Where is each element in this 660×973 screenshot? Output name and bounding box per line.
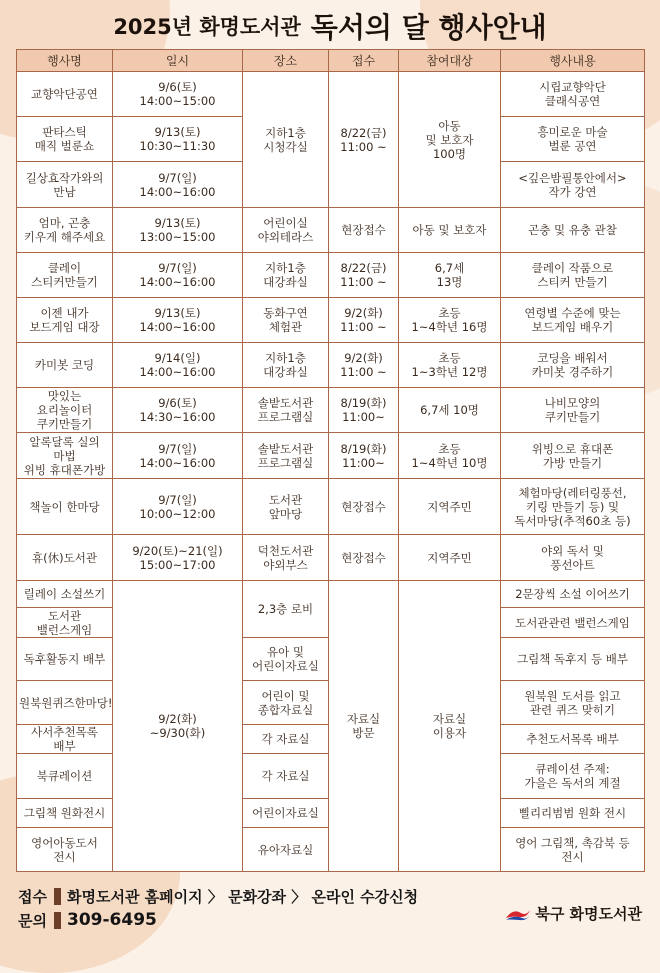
event-target: 초등 1~4학년 16명 xyxy=(399,298,501,343)
registration-info xyxy=(18,884,418,908)
event-datetime: 9/13(토) 10:30~11:30 xyxy=(113,117,243,162)
event-content: 체험마당(레터링풍선, 키링 만들기 등) 및 독서마당(추적60초 등) xyxy=(501,479,645,535)
table-header-row xyxy=(17,50,645,72)
event-target: 아동 및 보호자 100명 xyxy=(399,72,501,208)
event-place: 지하1층 시청각실 xyxy=(243,72,329,208)
title-year: 2025년 화명도서관 xyxy=(113,15,301,39)
event-name: 사서추천목록 배부 xyxy=(17,725,113,754)
event-place: 어린이자료실 xyxy=(243,799,329,828)
registration-path: 화명도서관 홈페이지 〉 문화강좌 〉 온라인 수강신청 xyxy=(67,887,419,906)
event-content: 큐레이션 주제: 가을은 독서의 계절 xyxy=(501,754,645,799)
table-row xyxy=(17,388,645,433)
event-place: 어린이 및 종합자료실 xyxy=(243,681,329,725)
header-datetime: 일시 xyxy=(113,50,243,72)
event-content: 추천도서목록 배부 xyxy=(501,725,645,754)
event-content: 야외 독서 및 풍선아트 xyxy=(501,535,645,581)
event-place: 유아자료실 xyxy=(243,828,329,872)
table-row xyxy=(17,535,645,581)
event-place: 2,3층 로비 xyxy=(243,581,329,638)
event-target: 자료실 이용자 xyxy=(399,581,501,872)
event-content: 도서관관련 밸런스게임 xyxy=(501,608,645,638)
event-datetime: 9/7(일) 14:00~16:00 xyxy=(113,433,243,479)
event-name: 북큐레이션 xyxy=(17,754,113,799)
event-target: 초등 1~3학년 12명 xyxy=(399,343,501,388)
event-datetime: 9/6(토) 14:00~15:00 xyxy=(113,72,243,117)
event-registration: 8/22(금) 11:00 ~ xyxy=(329,253,399,298)
event-place: 각 자료실 xyxy=(243,754,329,799)
event-registration: 9/2(화) 11:00 ~ xyxy=(329,343,399,388)
event-content: 코딩을 배워서 카미봇 경주하기 xyxy=(501,343,645,388)
event-content: 나비모양의 쿠키만들기 xyxy=(501,388,645,433)
label-bar xyxy=(54,888,61,905)
event-name: 릴레이 소설쓰기 xyxy=(17,581,113,608)
event-registration: 8/19(화) 11:00~ xyxy=(329,388,399,433)
table-row xyxy=(17,253,645,298)
event-target: 지역주민 xyxy=(399,479,501,535)
table-row xyxy=(17,298,645,343)
library-name: 북구 화명도서관 xyxy=(535,905,642,923)
event-place: 유아 및 어린이자료실 xyxy=(243,638,329,681)
event-name: 클레이 스티커만들기 xyxy=(17,253,113,298)
event-schedule-table xyxy=(16,49,645,872)
event-name: 교향악단공연 xyxy=(17,72,113,117)
page-title xyxy=(0,6,660,46)
table-row xyxy=(17,343,645,388)
event-place: 솔밭도서관 프로그램실 xyxy=(243,388,329,433)
table-row xyxy=(17,479,645,535)
event-target: 지역주민 xyxy=(399,535,501,581)
event-place: 각 자료실 xyxy=(243,725,329,754)
event-target: 초등 1~4학년 10명 xyxy=(399,433,501,479)
event-datetime: 9/13(토) 13:00~15:00 xyxy=(113,208,243,253)
bukgu-logo-icon xyxy=(505,907,531,921)
event-place: 도서관 앞마당 xyxy=(243,479,329,535)
event-datetime: 9/7(일) 10:00~12:00 xyxy=(113,479,243,535)
registration-label: 접수 xyxy=(18,887,47,906)
contact-info xyxy=(18,908,418,932)
event-name: 영어아동도서 전시 xyxy=(17,828,113,872)
event-name: 책놀이 한마당 xyxy=(17,479,113,535)
event-registration: 자료실 방문 xyxy=(329,581,399,872)
event-datetime: 9/2(화) ~9/30(화) xyxy=(113,581,243,872)
event-name: 도서관 밸런스게임 xyxy=(17,608,113,638)
event-content: 영어 그림책, 촉감북 등 전시 xyxy=(501,828,645,872)
event-name: 카미봇 코딩 xyxy=(17,343,113,388)
table-row xyxy=(17,433,645,479)
event-registration: 현장접수 xyxy=(329,208,399,253)
event-name: 그림책 원화전시 xyxy=(17,799,113,828)
event-place: 지하1층 대강좌실 xyxy=(243,343,329,388)
header-content: 행사내용 xyxy=(501,50,645,72)
event-name: 휴(休)도서관 xyxy=(17,535,113,581)
header-event-name: 행사명 xyxy=(17,50,113,72)
table-row xyxy=(17,208,645,253)
event-content: 연령별 수준에 맞는 보드게임 배우기 xyxy=(501,298,645,343)
event-target: 6,7세 13명 xyxy=(399,253,501,298)
label-bar xyxy=(54,912,61,929)
event-name: 엄마, 곤충 키우게 해주세요 xyxy=(17,208,113,253)
title-main: 독서의 달 행사안내 xyxy=(310,11,547,44)
event-name: 길상효작가와의 만남 xyxy=(17,162,113,208)
event-registration: 현장접수 xyxy=(329,479,399,535)
event-content: 클레이 작품으로 스티커 만들기 xyxy=(501,253,645,298)
event-content: 원북원 도서를 읽고 관련 퀴즈 맞히기 xyxy=(501,681,645,725)
footer-info xyxy=(18,884,418,932)
event-place: 지하1층 대강좌실 xyxy=(243,253,329,298)
library-brand xyxy=(505,903,642,924)
event-name: 독후활동지 배부 xyxy=(17,638,113,681)
event-name: 맛있는 요리놀이터 쿠키만들기 xyxy=(17,388,113,433)
event-place: 어린이실 야외테라스 xyxy=(243,208,329,253)
header-target: 참여대상 xyxy=(399,50,501,72)
event-registration: 9/2(화) 11:00 ~ xyxy=(329,298,399,343)
event-content: 시립교향악단 클래식공연 xyxy=(501,72,645,117)
event-registration: 8/22(금) 11:00 ~ xyxy=(329,72,399,208)
header-place: 장소 xyxy=(243,50,329,72)
contact-label: 문의 xyxy=(18,911,47,930)
event-registration: 현장접수 xyxy=(329,535,399,581)
event-datetime: 9/6(토) 14:30~16:00 xyxy=(113,388,243,433)
event-content: 위빙으로 휴대폰 가방 만들기 xyxy=(501,433,645,479)
contact-phone: 309-6495 xyxy=(67,910,157,930)
event-name: 이젠 내가 보드게임 대장 xyxy=(17,298,113,343)
event-name: 판타스틱 매직 벌룬쇼 xyxy=(17,117,113,162)
event-target: 6,7세 10명 xyxy=(399,388,501,433)
table-row xyxy=(17,72,645,117)
event-content: 2문장씩 소설 이어쓰기 xyxy=(501,581,645,608)
event-place: 덕천도서관 야외부스 xyxy=(243,535,329,581)
event-datetime: 9/7(일) 14:00~16:00 xyxy=(113,162,243,208)
event-datetime: 9/13(토) 14:00~16:00 xyxy=(113,298,243,343)
header-registration: 접수 xyxy=(329,50,399,72)
event-name: 알록달록 실의 마법 위빙 휴대폰가방 xyxy=(17,433,113,479)
event-registration: 8/19(화) 11:00~ xyxy=(329,433,399,479)
event-content: 흥미로운 마술 벌룬 공연 xyxy=(501,117,645,162)
event-name: 원북원퀴즈한마당! xyxy=(17,681,113,725)
event-content: 곤충 및 유충 관찰 xyxy=(501,208,645,253)
event-datetime: 9/20(토)~21(일) 15:00~17:00 xyxy=(113,535,243,581)
table-row xyxy=(17,581,645,608)
event-content: <깊은밤필통안에서> 작가 강연 xyxy=(501,162,645,208)
event-place: 동화구연 체험관 xyxy=(243,298,329,343)
event-datetime: 9/7(일) 14:00~16:00 xyxy=(113,253,243,298)
event-content: 그림책 독후지 등 배부 xyxy=(501,638,645,681)
event-target: 아동 및 보호자 xyxy=(399,208,501,253)
event-content: 삘리리범범 원화 전시 xyxy=(501,799,645,828)
event-datetime: 9/14(일) 14:00~16:00 xyxy=(113,343,243,388)
event-place: 솔밭도서관 프로그램실 xyxy=(243,433,329,479)
